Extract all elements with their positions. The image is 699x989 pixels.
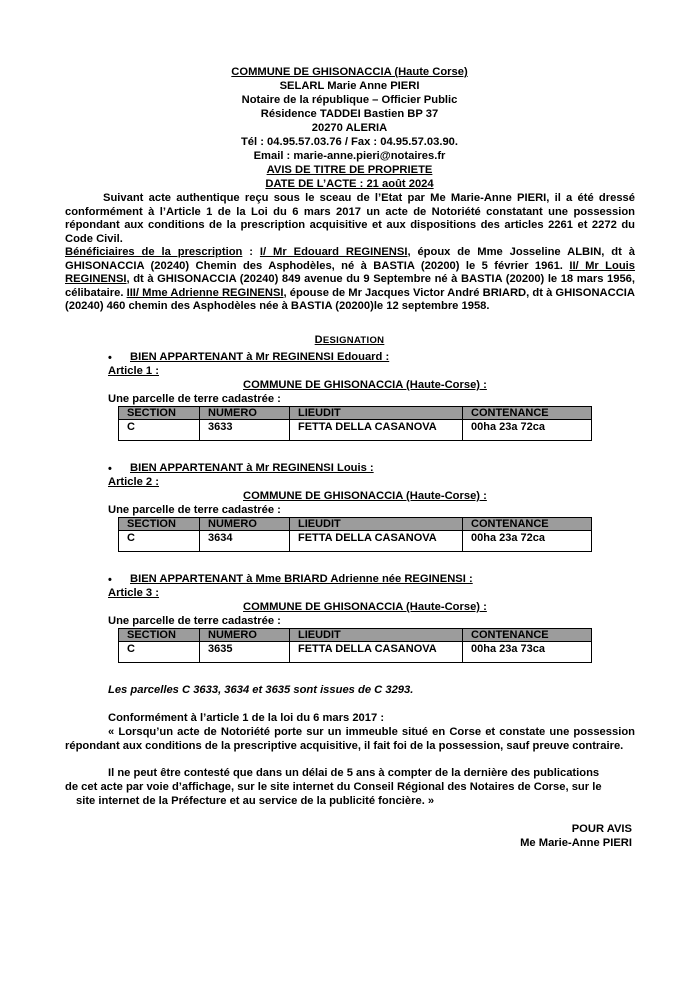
header-contenance: CONTENANCE — [463, 407, 592, 420]
property-3-article: Article 3 : — [108, 587, 159, 599]
intro-paragraph: Suivant acte authentique reçu sous le sceau de l’Etat par Me Marie-Anne PIERI, il a été dressé conformément à l’Article 1 de la Loi du 6 mars 2017 un acte de Notoriété constatant une possession répondant aux conditions de la prescription acquisitive et aux dispositions des articles 2261 et 2272 du Code Civil. — [65, 192, 635, 245]
beneficiaries-label: Bénéficiaires de la prescription — [65, 246, 243, 258]
table-header-row — [119, 629, 592, 642]
signature-notary: Me Marie-Anne PIERI — [520, 837, 632, 849]
cell-lieudit: FETTA DELLA CASANOVA — [290, 531, 463, 552]
header-contenance: CONTENANCE — [463, 629, 592, 642]
cell-section: C — [119, 420, 200, 441]
header-section: SECTION — [119, 518, 200, 531]
header-numero: NUMERO — [200, 407, 290, 420]
property-2-commune: COMMUNE DE GHISONACCIA (Haute-Corse) : — [243, 490, 487, 502]
beneficiaries-paragraph: Bénéficiaires de la prescription : I/ Mr Edouard REGINENSI, époux de Mme Josseline ALBIN, dt à GHISONACCIA (20240) Chemin des Asphodèles, né à BASTIA (20200) le 5 février 1961. II/ Mr Louis REGINENSI, dt à GHISONACCIA (20240) 849 avenue du 9 Septembre né à BASTIA (20200) le 18 mars 1956, célibataire. III/ Mme Adrienne REGINENSI, épouse de Mr Jacques Victor André BRIARD, dt à GHISONACCIA (20240) 460 chemin des Asphodèles née à BASTIA (20200)le 12 septembre 1958. — [65, 246, 636, 313]
table-row — [119, 531, 592, 552]
beneficiary-1-name: I/ Mr Edouard REGINENSI — [259, 246, 408, 258]
header-contenance: CONTENANCE — [463, 518, 592, 531]
bullet-icon: • — [108, 463, 112, 475]
law-quote-2-line3: site internet de la Préfecture et au service de la publicité foncière. » — [76, 795, 435, 807]
cell-contenance: 00ha 23a 72ca — [463, 531, 592, 552]
property-3-owner: BIEN APPARTENANT à Mme BRIARD Adrienne née REGINENSI : — [130, 573, 473, 585]
header-lieudit: LIEUDIT — [290, 407, 463, 420]
deed-date: DATE DE L’ACTE : 21 août 2024 — [265, 178, 434, 190]
cell-section: C — [119, 642, 200, 663]
cell-numero: 3633 — [200, 420, 290, 441]
parcel-table-2 — [118, 517, 592, 552]
beneficiary-3-name: III/ Mme Adrienne REGINENSI — [126, 286, 284, 299]
signature-pour-avis: POUR AVIS — [571, 823, 632, 835]
cell-lieudit: FETTA DELLA CASANOVA — [290, 420, 463, 441]
designation-initial: D — [314, 334, 323, 346]
property-1-owner: BIEN APPARTENANT à Mr REGINENSI Edouard : — [130, 351, 390, 363]
notary-title: Notaire de la république – Officier Public — [241, 94, 458, 106]
header-lieudit: LIEUDIT — [290, 629, 463, 642]
property-2-owner: BIEN APPARTENANT à Mr REGINENSI Louis : — [130, 462, 374, 474]
table-header-row — [119, 518, 592, 531]
table-row — [119, 642, 592, 663]
designation-heading — [0, 334, 699, 346]
notary-phone: Tél : 04.95.57.03.76 / Fax : 04.95.57.03.90. — [240, 136, 459, 148]
property-3-parcel-intro: Une parcelle de terre cadastrée : — [108, 615, 281, 627]
cell-numero: 3634 — [200, 531, 290, 552]
cell-contenance: 00ha 23a 73ca — [463, 642, 592, 663]
notice-title: AVIS DE TITRE DE PROPRIETE — [266, 164, 433, 176]
beneficiary-3-details: , épouse de Mr Jacques Victor André BRIARD, dt à GHISONACCIA (20240) 460 chemin des Asphodèles née à BASTIA (20200)le 12 septembre 1958. — [65, 286, 635, 313]
table-row — [119, 420, 592, 441]
property-2-article: Article 2 : — [108, 476, 159, 488]
property-3-commune: COMMUNE DE GHISONACCIA (Haute-Corse) : — [243, 601, 487, 613]
parcels-origin-note: Les parcelles C 3633, 3634 et 3635 sont issues de C 3293. — [108, 684, 414, 696]
law-intro: Conformément à l’article 1 de la loi du 6 mars 2017 : — [108, 712, 385, 724]
bullet-icon: • — [108, 574, 112, 586]
beneficiary-2-details: , dt à GHISONACCIA (20240) 849 avenue du 9 Septembre né à BASTIA (20200) le 18 mars 1956, célibataire. — [65, 273, 635, 299]
law-quote-2-line2: de cet acte par voie d’affichage, sur le site internet du Conseil Régional des Notaires de Corse, sur le — [65, 781, 602, 793]
parcel-table-3 — [118, 628, 592, 663]
beneficiary-2-name: II/ Mr Louis REGINENSI — [65, 259, 636, 286]
notary-residence: Résidence TADDEI Bastien BP 37 — [260, 108, 439, 120]
cell-contenance: 00ha 23a 72ca — [463, 420, 592, 441]
notary-email: Email : marie-anne.pieri@notaires.fr — [253, 150, 446, 162]
commune-title: COMMUNE DE GHISONACCIA (Haute Corse) — [231, 66, 468, 78]
beneficiary-1-details: , époux de Mme Josseline ALBIN, dt à GHISONACCIA (20240) Chemin des Asphodèles, né à BASTIA (20200) le 5 février 1961. — [65, 246, 635, 272]
parcel-table-1 — [118, 406, 592, 441]
designation-rest: ESIGNATION — [322, 335, 385, 346]
property-1-commune: COMMUNE DE GHISONACCIA (Haute-Corse) : — [243, 379, 487, 391]
property-1-article: Article 1 : — [108, 365, 159, 377]
property-2-parcel-intro: Une parcelle de terre cadastrée : — [108, 504, 281, 516]
header-section: SECTION — [119, 407, 200, 420]
notary-postcode: 20270 ALERIA — [311, 122, 388, 134]
cell-numero: 3635 — [200, 642, 290, 663]
header-numero: NUMERO — [200, 629, 290, 642]
cell-section: C — [119, 531, 200, 552]
cell-lieudit: FETTA DELLA CASANOVA — [290, 642, 463, 663]
header-numero: NUMERO — [200, 518, 290, 531]
law-quote-2-line1: Il ne peut être contesté que dans un délai de 5 ans à compter de la dernière des publications — [108, 767, 600, 779]
selarl-name: SELARL Marie Anne PIERI — [279, 80, 420, 92]
table-header-row — [119, 407, 592, 420]
property-1-parcel-intro: Une parcelle de terre cadastrée : — [108, 393, 281, 405]
bullet-icon: • — [108, 352, 112, 364]
header-section: SECTION — [119, 629, 200, 642]
law-quote-1: « Lorsqu’un acte de Notoriété porte sur un immeuble situé en Corse et constate une possession répondant aux conditions de la prescriptive acquisitive, il fait foi de la possession, sauf preuve contraire. — [65, 726, 635, 752]
header-lieudit: LIEUDIT — [290, 518, 463, 531]
